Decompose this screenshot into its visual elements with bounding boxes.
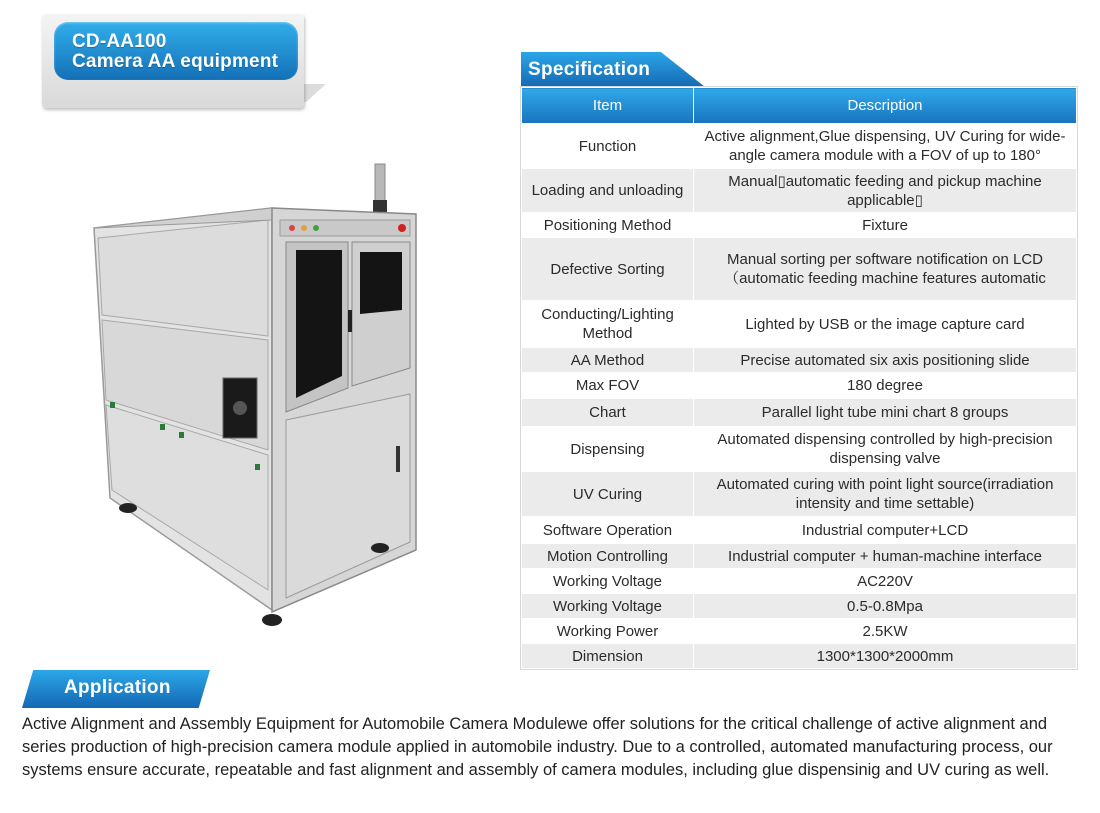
- spec-item: AA Method: [522, 348, 694, 373]
- title-pill: [54, 22, 298, 80]
- spec-item: Function: [522, 124, 694, 169]
- spec-description: Automated curing with point light source(irradiation intensity and time settable): [694, 472, 1077, 517]
- table-row: [522, 427, 1077, 472]
- spec-description: AC220V: [694, 569, 1077, 594]
- specification-heading: Specification: [528, 59, 651, 80]
- spec-description: Active alignment,Glue dispensing, UV Curing for wide-angle camera module with a FOV of up to 180°: [694, 124, 1077, 169]
- spec-description: 2.5KW: [694, 619, 1077, 644]
- spec-item: Dimension: [522, 644, 694, 669]
- spec-description: Precise automated six axis positioning slide: [694, 348, 1077, 373]
- spec-item: Working Voltage: [522, 569, 694, 594]
- column-header-description: Description: [694, 88, 1077, 124]
- spec-item: Positioning Method: [522, 213, 694, 238]
- product-model: CD-AA100: [72, 31, 167, 52]
- spec-item: Max FOV: [522, 373, 694, 399]
- table-row: [522, 594, 1077, 619]
- specification-table: [521, 87, 1077, 669]
- spec-description: 0.5-0.8Mpa: [694, 594, 1077, 619]
- table-row: [522, 373, 1077, 399]
- table-row: [522, 348, 1077, 373]
- table-row: [522, 569, 1077, 594]
- title-badge: [42, 14, 304, 108]
- spec-description: 1300*1300*2000mm: [694, 644, 1077, 669]
- table-row: [522, 472, 1077, 517]
- spec-item: Chart: [522, 399, 694, 427]
- column-header-item: Item: [522, 88, 694, 124]
- spec-description: Lighted by USB or the image capture card: [694, 301, 1077, 348]
- table-row: [522, 124, 1077, 169]
- spec-description: Automated dispensing controlled by high-precision dispensing valve: [694, 427, 1077, 472]
- table-row: [522, 301, 1077, 348]
- spec-item: Dispensing: [522, 427, 694, 472]
- camera-aa-equipment-machine-icon: [80, 150, 440, 640]
- spec-item: Loading and unloading: [522, 169, 694, 213]
- table-row: [522, 544, 1077, 569]
- spec-description: Industrial computer+LCD: [694, 517, 1077, 544]
- spec-description: Parallel light tube mini chart 8 groups: [694, 399, 1077, 427]
- spec-item: Motion Controlling: [522, 544, 694, 569]
- spec-item: Defective Sorting: [522, 238, 694, 301]
- table-row: [522, 238, 1077, 301]
- table-row: [522, 399, 1077, 427]
- spec-item: Conducting/Lighting Method: [522, 301, 694, 348]
- spec-item: Working Power: [522, 619, 694, 644]
- spec-description: 180 degree: [694, 373, 1077, 399]
- application-heading: Application: [64, 677, 171, 698]
- spec-description: Manual▯automatic feeding and pickup machine applicable▯: [694, 169, 1077, 213]
- spec-description: Manual sorting per software notification on LCD （automatic feeding machine features automatic: [694, 238, 1077, 301]
- spec-item: Working Voltage: [522, 594, 694, 619]
- table-row: [522, 213, 1077, 238]
- product-name: Camera AA equipment: [72, 51, 279, 72]
- spec-item: Software Operation: [522, 517, 694, 544]
- table-row: [522, 517, 1077, 544]
- spec-description: Industrial computer + human-machine interface: [694, 544, 1077, 569]
- spec-item: UV Curing: [522, 472, 694, 517]
- table-header-row: [522, 88, 1077, 124]
- application-description: Active Alignment and Assembly Equipment for Automobile Camera Modulewe offer solutions for the critical challenge of active alignment and series production of high-precision camera module applied in automobile industry. Due to a controlled, automated manufacturing process, our systems ensure accurate, repeatable and fast alignment and assembly of camera modules, including glue dispensinig and UV curing as well.: [22, 715, 1053, 779]
- table-row: [522, 169, 1077, 213]
- spec-description: Fixture: [694, 213, 1077, 238]
- table-row: [522, 619, 1077, 644]
- table-row: [522, 644, 1077, 669]
